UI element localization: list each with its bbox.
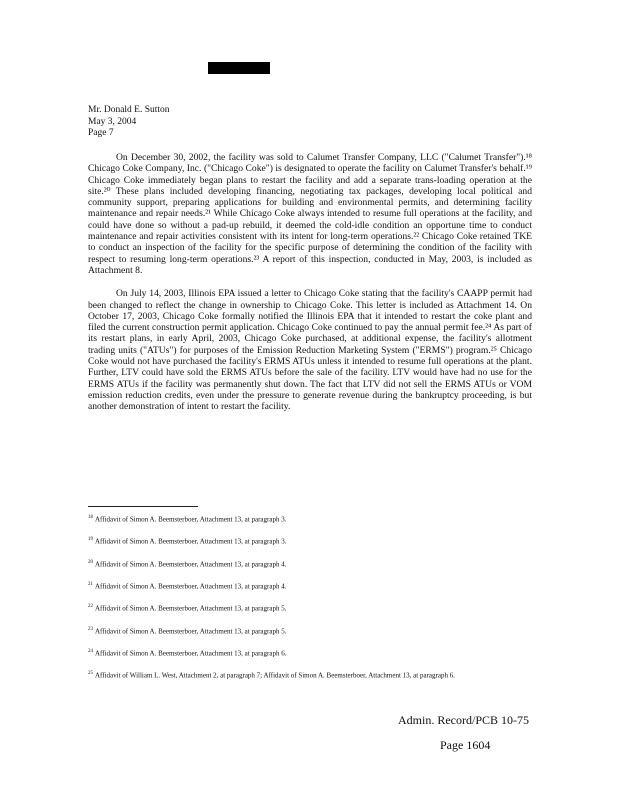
footnote-number: 25 [88,671,93,677]
footnote-number: 22 [88,604,93,610]
letter-header [88,105,170,140]
letter-body [88,152,532,425]
footnote-text: Affidavit of Simon A. Beemsterboer, Attachment 13, at paragraph 3. [95,537,287,546]
letter-date: May 3, 2004 [88,116,137,127]
footnote-number: 19 [88,537,93,543]
footnote-number: 18 [88,515,93,520]
footnote-text: Affidavit of Simon A. Beemsterboer, Attachment 13, at paragraph 3. [95,515,287,524]
footnotes [88,513,532,692]
footnote-number: 23 [88,626,93,632]
redaction-bar [208,62,270,74]
footnote-divider [88,506,198,507]
footnote [88,513,532,524]
footnote-text: Affidavit of William L. West, Attachment 2, at paragraph 7; Affidavit of Simon A. Beemsterboer, Attachment 13, at paragraph 6. [95,671,455,680]
footnote [88,535,532,546]
footnote-number: 20 [88,559,93,565]
footnote-text: Affidavit of Simon A. Beemsterboer, Attachment 13, at paragraph 4. [95,582,287,591]
footnote-number: 24 [88,648,93,654]
page-number: Page 7 [88,128,114,138]
footnote [88,580,532,591]
footnote [88,669,532,680]
footnote-text: Affidavit of Simon A. Beemsterboer, Attachment 13, at paragraph 6. [95,649,287,658]
recipient-name: Mr. Donald E. Sutton [88,105,170,115]
footnote [88,647,532,658]
footnote-text: Affidavit of Simon A. Beemsterboer, Attachment 13, at paragraph 5. [95,604,287,613]
footnote-text: Affidavit of Simon A. Beemsterboer, Attachment 13, at paragraph 5. [95,626,287,635]
paragraph-sale: On December 30, 2002, the facility was sold to Calumet Transfer Company, LLC ("Calumet Transfer").¹⁸ Chicago Coke Company, Inc. ("Chicago Coke") is designated to operate the facility on Calumet Transfer's behalf.¹⁹ Chicago Coke immediately began plans to restart the facility and add a separate trans-loading operation at the site.²⁰ These plans included developing financing, negotiating tax packages, developing local political and community support, preparing applications for building and environmental permits, and determining facility maintenance and repair needs.²¹ While Chicago Coke always intended to resume full operations at the facility, and could have done so without a pad-up rebuild, it deemed the cold-idle condition an opportune time to conduct maintenance and repair activities consistent with its intent for long-term operations.²² Chicago Coke retained TKE to conduct an inspection of the facility for the specific purpose of determining the condition of the facility with respect to resuming long-term operations.²³ A report of this inspection, conducted in May, 2003, is included as Attachment 8. [88,152,532,276]
footnote-number: 21 [88,581,93,587]
footnote [88,602,532,613]
footnote [88,625,532,636]
paragraph-permit: On July 14, 2003, Illinois EPA issued a letter to Chicago Coke stating that the facility's CAAPP permit had been changed to reflect the change in ownership to Chicago Coke. This letter is included as Attachment 14. On October 17, 2003, Chicago Coke formally notified the Illinois EPA that it intended to restart the coke plant and filed the current construction permit application. Chicago Coke continued to pay the annual permit fee.²⁴ As part of its restart plans, in early April, 2003, Chicago Coke purchased, at additional expense, the facility's allotment trading units ("ATUs") for purposes of the Emission Reduction Marketing System ("ERMS") program.²⁵ Chicago Coke would not have purchased the facility's ERMS ATUs unless it intended to resume full operations at the plant. Further, LTV could have sold the ERMS ATUs before the sale of the facility. LTV would have had no use for the ERMS ATUs if the facility was permanently shut down. The fact that LTV did not sell the ERMS ATUs or VOM emission reduction credits, even under the pressure to generate revenue during the bankruptcy proceeding, is but another demonstration of intent to restart the facility. [88,288,532,413]
footnote-text: Affidavit of Simon A. Beemsterboer, Attachment 13, at paragraph 4. [95,559,287,568]
admin-record-stamp: Admin. Record/PCB 10-75 [398,713,529,727]
footnote [88,558,532,569]
record-page-stamp: Page 1604 [440,738,491,752]
